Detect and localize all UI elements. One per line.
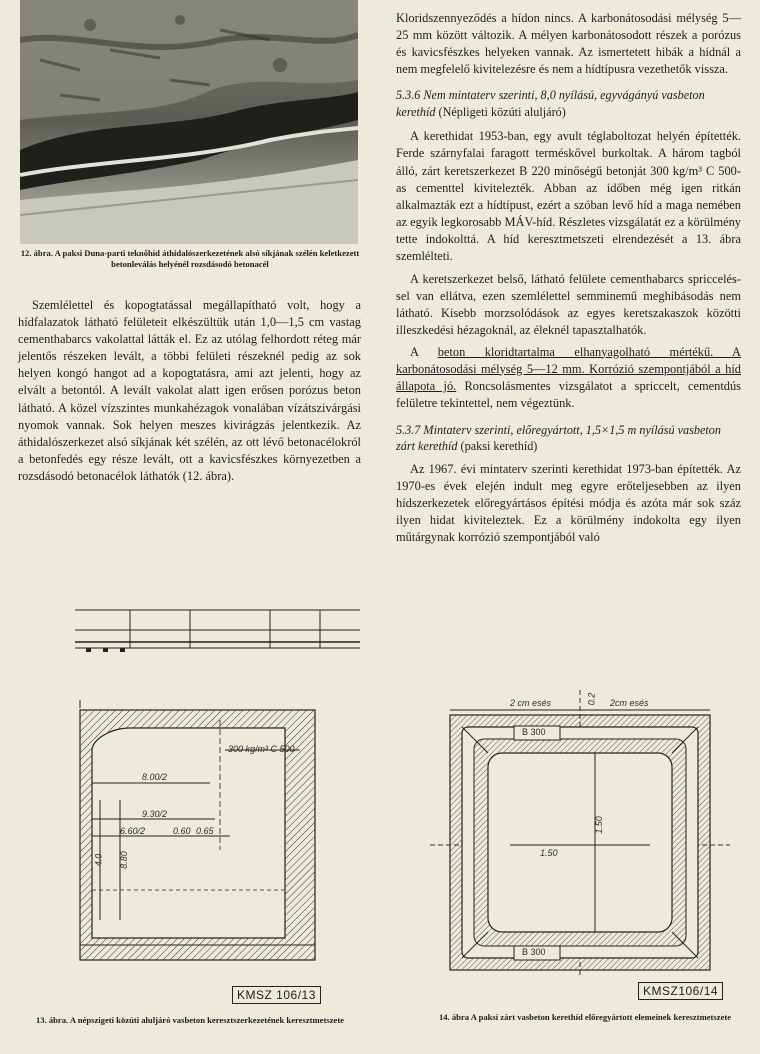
p3-underlined: beton kloridtartalma elhanyagolható mértékű. A karbonátosodási mélység 5—12 mm. Korrózió szempontjából a híd állapota jó. [396,344,741,393]
fig14-slope-left: 2 cm esés [510,698,552,708]
fig14-slope-right: 2cm esés [610,698,649,708]
section-5-3-7-heading [396,422,741,455]
fig12-caption: 12. ábra. A paksi Duna-parti teknőhíd áthidalószerkezetének alsó síkjának szélén keletkezett betonleválás helyénél rozsdásodó betonacél [20,248,360,269]
section-5-3-6-title: Nem mintaterv szerinti, 8,0 nyílású, egyvágányú vasbeton kerethíd [396,88,705,119]
section-5-3-7-subject: (paksi kerethíd) [460,439,538,454]
fig13-plate: KMSZ 106/13 [232,986,321,1004]
fig14-dim-thickness: 0.2 [586,692,597,706]
fig14-svg [430,690,730,980]
right-paragraph-2: A keretszerkezet belső, látható felülete cementhabarcs spricceléssel van ellátva, ezen szemlélettel semminemű meghibásodás nem látható. Kisebb morzsolódások az egyes keretszakaszok közötti illeszkedési hézagoknál, az éleknél tapasztalhatók. [396,272,741,338]
fig13-dim-h2: 8.80 [118,851,129,869]
fig13-caption-block [20,1015,360,1026]
section-5-3-6-number: 5.3.6 [396,88,421,103]
section-5-3-6-subject: (Népligeti közúti aluljáró) [438,104,566,119]
fig14-drawing [430,690,730,980]
section-5-3-6-heading [396,87,741,120]
fig12-caption-block [20,248,360,270]
fig13-drawing [70,600,370,980]
fig13-dim-h1: 4.0 [93,853,104,867]
fig13-dim-w2: 9.30/2 [142,809,168,819]
section-5-3-7-title: Mintaterv szerinti, előregyártott, 1,5×1,5 m nyílású vasbeton zárt kerethíd [396,422,721,454]
fig14-caption: 14. ábra A paksi zárt vasbeton kerethíd előregyártott elemeinek keresztmetszete [438,1012,732,1022]
right-column [396,10,741,546]
left-paragraph: Szemlélettel és kopogtatással megállapítható volt, hogy a hídfalazatok látható felületeit elkészültük után 1,0—1,5 cm vastag cementhabarcs vakolattal látták el. Ez az utólag felhordott réteg már jelentős részeken levált, a többi felületi részeknél pedig az sok helyen kongó hangot ad a kopogtatásra, ami azt jelenti, hogy az elvált a betontól. A levált vakolat alatt igen erősen porózus beton látható. A közel vízszintes munkahézagok vonalában vízátszivárgási nyomok vannak. Sok helyen meszes kivirágzás jelentkezik. Az áthidalószerkezet alsó síkjának két szélén, az ott lévő betonacélokról a betonfedés egy része levált, ott a kavicsfészkes környezetben a rozsdásodó betonacélok láthatók (12. ábra). [18,298,361,483]
fig13-svg [70,600,370,980]
right-paragraph-0: Kloridszennyeződés a hídon nincs. A karbonátosodási mélység 5—25 mm között változik. A mélyen karbonátosodott részek a porózus és kavicsfészkes helyeken vannak. Az ismertetett hibák a hídnál a nem megfelelő kivitelezésre és nem a hídtípusra vezethetők vissza. [396,11,741,77]
right-paragraph-4: Az 1967. évi mintaterv szerinti kerethidat 1973-ban építették. Az 1970-es évek elején indult meg egyre erőteljesebben az ilyen hídszerkezetek előregyártásos építési módja és azóta már sok száz ilyen hidat kiviteleztek. Ez a körülmény indokolta egy ilyen műtárgynak korrózió szempontjából való [396,461,741,545]
p3-lead: A [410,344,438,359]
fig12-photo [20,0,358,244]
fig13-dim-w5: 0.65 [196,826,214,836]
section-5-3-7-number: 5.3.7 [396,422,421,437]
fig14-caption-block [420,1012,750,1023]
fig14-dim-height: 1.50 [593,816,604,834]
left-column [18,297,361,485]
fig13-strength-label: 300 kg/m³ C 500 [228,744,295,754]
fig14-beam-top: B 300 [522,727,546,737]
fig13-dim-w4: 0.60 [173,826,191,836]
fig13-dim-w1: 8.00/2 [142,772,168,782]
fig13-dim-w3: 6.60/2 [120,826,146,836]
fig13-caption: 13. ábra. A népszigeti közúti aluljáró vasbeton keresztszerkezetének keresztmetszete [35,1015,345,1025]
fig14-dim-width: 1.50 [540,848,558,858]
right-paragraph-3 [396,344,741,412]
p3-tail: Roncsolásmentes vizsgálatot a spriccelt, cementdús felületre tekintettel, nem végeztünk. [396,378,741,410]
fig14-beam-bottom: B 300 [522,947,546,957]
fig14-plate: KMSZ106/14 [638,982,723,1000]
right-paragraph-1: A kerethidat 1953-ban, egy avult téglaboltozat helyén építették. Ferde szárnyfalai faragott terméskővel burkoltak. A három tagból álló, zárt keretszerkezet B 220 minőségű betonját 300 kg/m³ C 500-as cementtel kivitelezték. Abban az időben még igen ritkán alkalmazták ezt a hídtípust, ezért a szóban levő híd a maga nemében az egyik legkorosabb MÁV-híd. Részletes vizsgálatát ez a körülmény tette indokolttá. A híd keresztmetszeti elrendezését a 13. ábra szemlélteti. [396,129,741,264]
